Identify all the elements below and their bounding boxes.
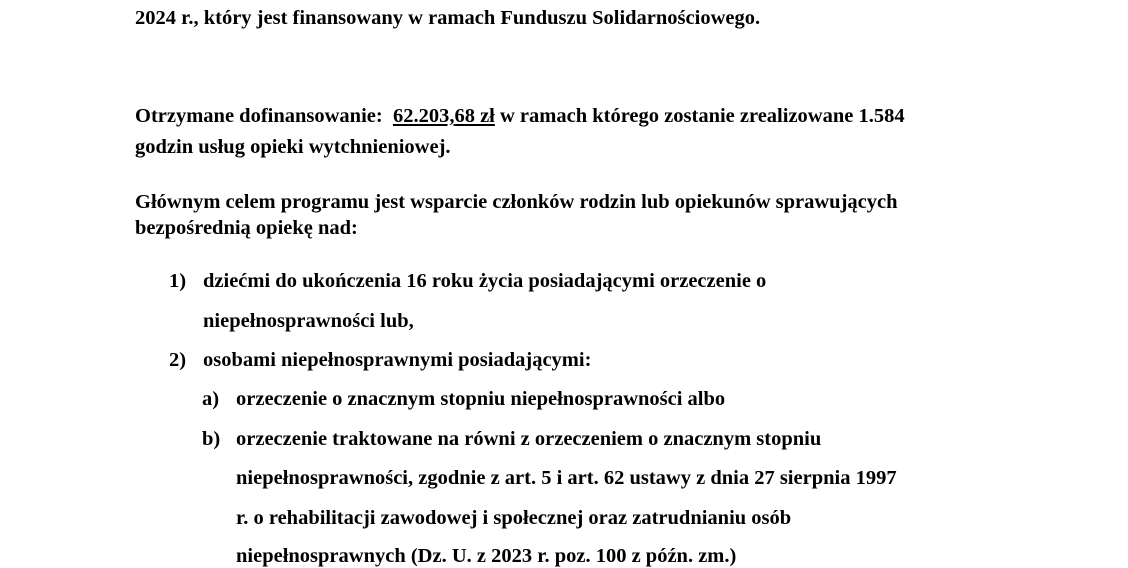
- sublist-item-b: [202, 427, 821, 451]
- list-item-1: [169, 269, 766, 293]
- list-marker: 1): [169, 270, 187, 292]
- list-item-text: osobami niepełnosprawnymi posiadającymi:: [203, 349, 592, 371]
- goal-line-1: Głównym celem programu jest wsparcie członków rodzin lub opiekunów sprawujących: [135, 191, 898, 213]
- sublist-item-text: orzeczenie o znacznym stopniu niepełnosprawności albo: [236, 388, 726, 410]
- sublist-item-a: [202, 387, 725, 411]
- sublist-item-text: orzeczenie traktowane na równi z orzeczeniem o znacznym stopniu: [236, 428, 822, 450]
- sublist-marker: b): [202, 428, 221, 450]
- list-item-text: dziećmi do ukończenia 16 roku życia posiadającymi orzeczenie o: [203, 270, 767, 292]
- funding-rest: w ramach którego zostanie zrealizowane 1.584: [494, 105, 905, 127]
- goal-line-2: bezpośrednią opiekę nad:: [135, 217, 358, 239]
- funding-amount: 62.203,68 zł: [392, 105, 495, 127]
- funding-line-2: godzin usług opieki wytchnieniowej.: [135, 136, 451, 158]
- list-item-2: [169, 348, 591, 372]
- sublist-item-b-cont-1: niepełnosprawności, zgodnie z art. 5 i art. 62 ustawy z dnia 27 sierpnia 1997: [236, 467, 897, 489]
- funding-line: [135, 104, 905, 128]
- sublist-marker: a): [202, 388, 220, 410]
- list-item-1-cont: niepełnosprawności lub,: [203, 310, 414, 332]
- list-marker: 2): [169, 349, 187, 371]
- funding-label: Otrzymane dofinansowanie:: [135, 105, 383, 127]
- sublist-item-b-cont-2: r. o rehabilitacji zawodowej i społecznej oraz zatrudnianiu osób: [236, 507, 792, 529]
- sublist-item-b-cont-3: niepełnosprawnych (Dz. U. z 2023 r. poz. 100 z późn. zm.): [236, 545, 737, 567]
- intro-line: 2024 r., który jest finansowany w ramach Funduszu Solidarnościowego.: [135, 7, 761, 29]
